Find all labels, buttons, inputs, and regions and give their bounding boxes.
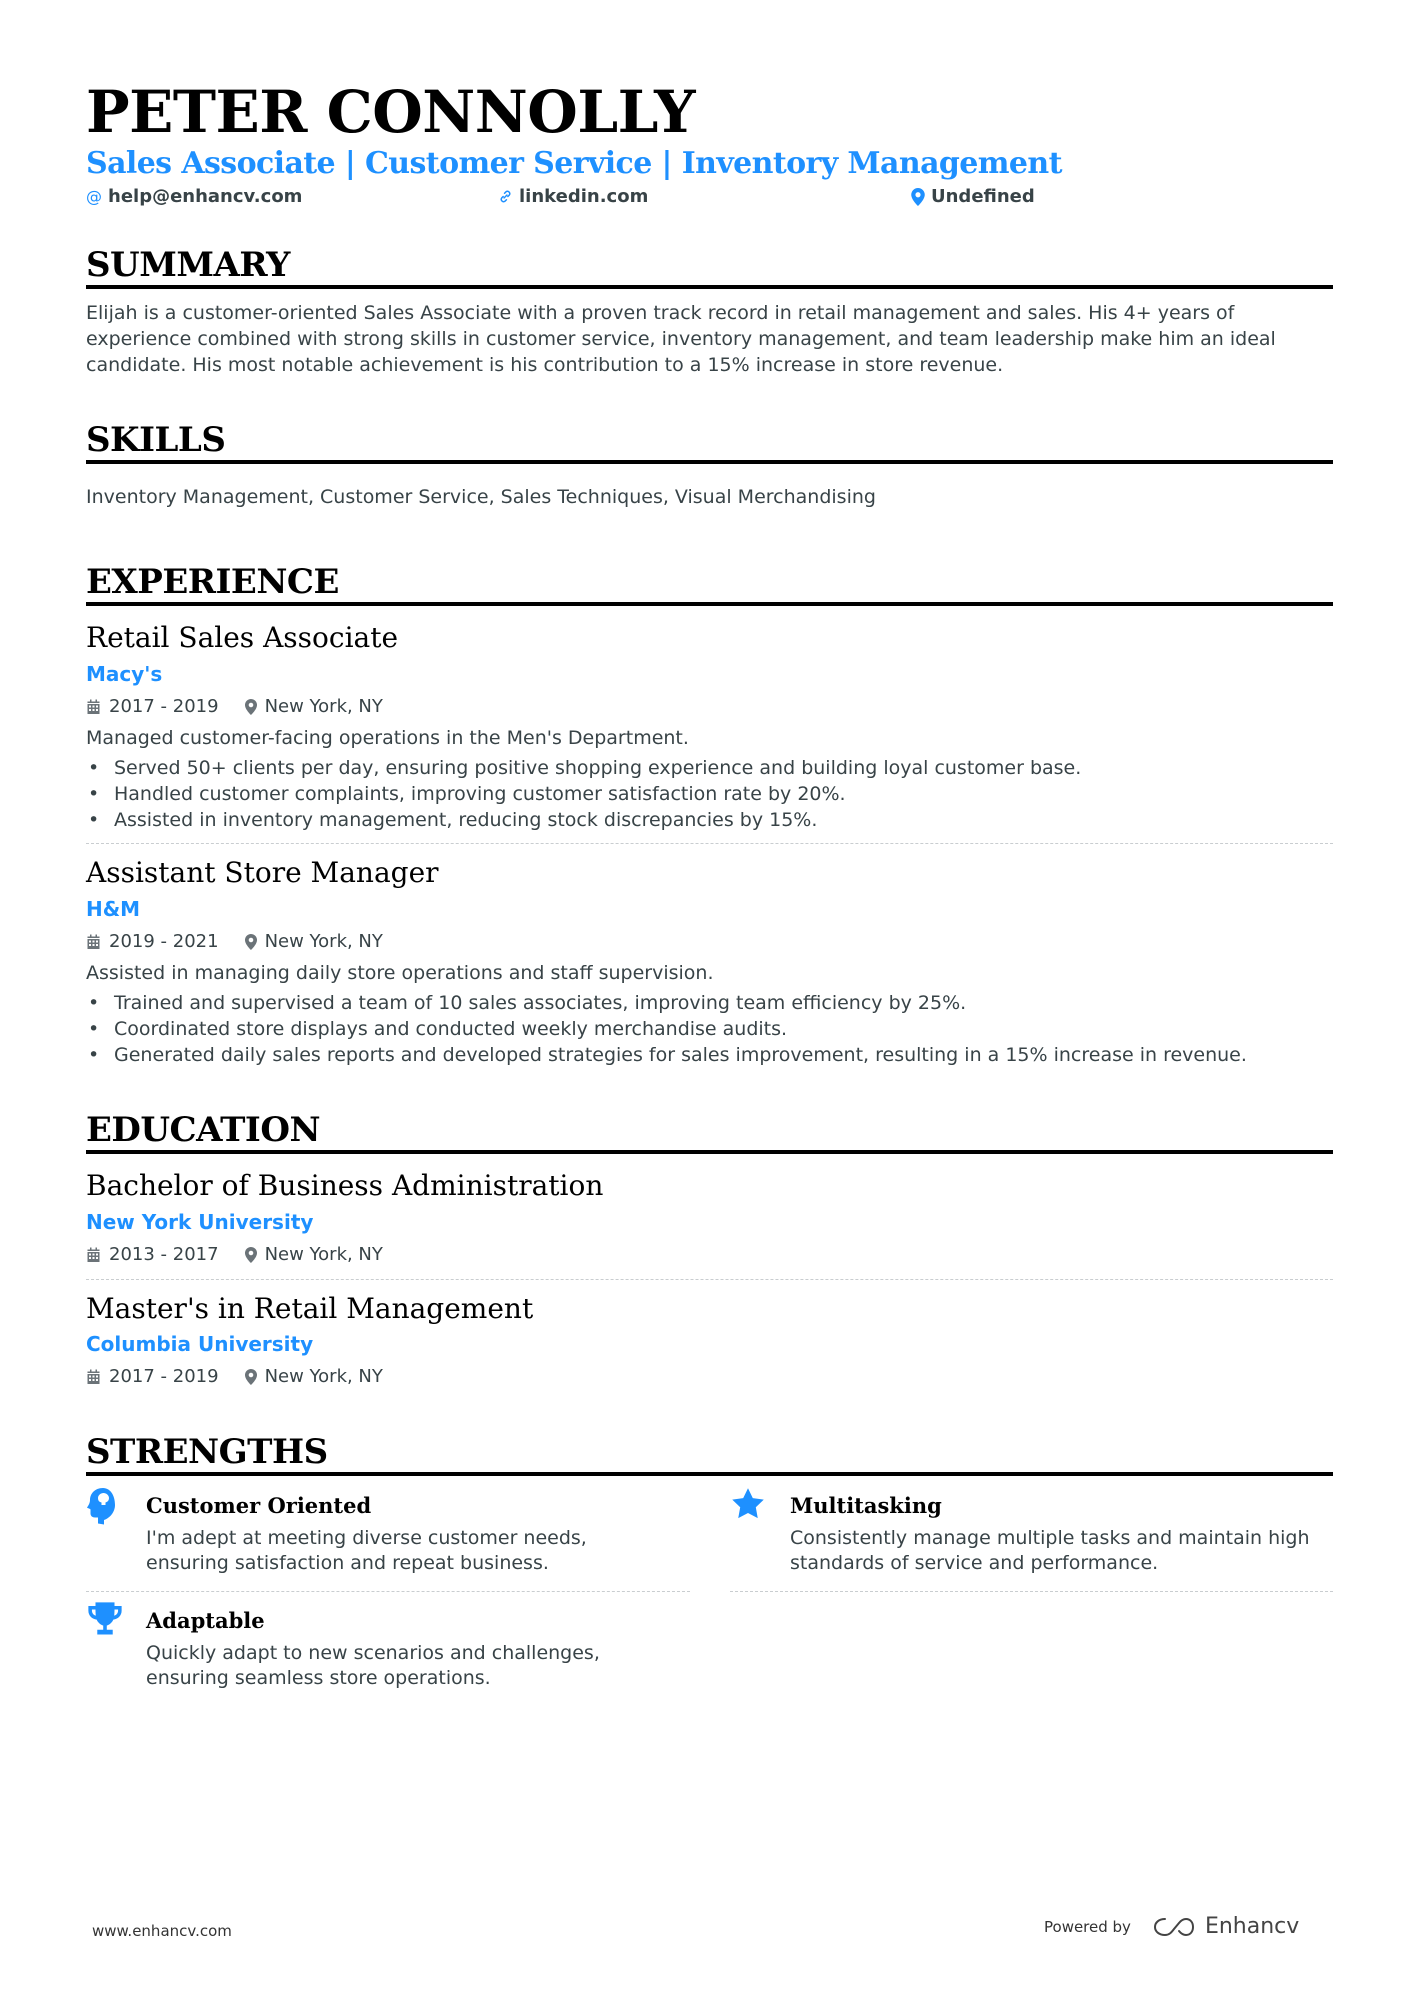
education-meta: [86, 1242, 409, 1268]
strengths-divider: [86, 1472, 1333, 1476]
contact-email[interactable]: [86, 186, 302, 207]
summary-text: [86, 300, 1333, 378]
contact-location-label: Undefined: [931, 186, 1035, 207]
education-location: New York, NY: [245, 1364, 383, 1390]
at-icon: @: [86, 187, 102, 206]
bullet-item: • Generated daily sales reports and developed strategies for sales improvement, resulting in a 15% increase in revenue.: [88, 1044, 1247, 1066]
summary-heading: SUMMARY: [86, 245, 290, 285]
location-pin-icon: [245, 699, 257, 715]
education-location: New York, NY: [245, 1242, 383, 1268]
strength-description: Quickly adapt to new scenarios and challenges, ensuring seamless store operations.: [146, 1642, 600, 1689]
strength-title: Customer Oriented: [146, 1493, 372, 1518]
footer-powered-by: [1044, 1914, 1299, 1939]
degree-title: Bachelor of Business Administration: [86, 1169, 604, 1202]
contact-linkedin-label: linkedin.com: [519, 186, 649, 207]
powered-by-label: Powered by: [1044, 1917, 1131, 1936]
candidate-headline: Sales Associate | Customer Service | Inventory Management: [86, 146, 1062, 181]
strength-title: Adaptable: [146, 1608, 265, 1633]
job-title: Assistant Store Manager: [86, 856, 439, 889]
experience-divider: [86, 602, 1333, 606]
bullet-item: • Assisted in inventory management, reducing stock discrepancies by 15%.: [88, 809, 818, 831]
contact-location: [911, 186, 1035, 207]
head-brain-icon: [86, 1486, 126, 1526]
school-name: Columbia University: [86, 1332, 314, 1356]
company-name: H&M: [86, 897, 141, 921]
location-pin-icon: [245, 934, 257, 950]
calendar-icon: [86, 699, 101, 715]
brand-name: Enhancv: [1204, 1914, 1300, 1939]
link-icon: [498, 189, 513, 204]
job-location: New York, NY: [245, 694, 383, 720]
job-location: New York, NY: [245, 929, 383, 955]
enhancv-logo[interactable]: [1153, 1914, 1299, 1939]
education-divider: [86, 1150, 1333, 1154]
strengths-heading: STRENGTHS: [86, 1432, 328, 1472]
contact-linkedin[interactable]: [498, 186, 648, 207]
calendar-icon: [86, 1247, 101, 1263]
trophy-icon: [86, 1601, 126, 1641]
bullet-item: • Trained and supervised a team of 10 sales associates, improving team efficiency by 25%.: [88, 992, 967, 1014]
strength-divider: [730, 1591, 1333, 1592]
strength-title: Multitasking: [790, 1493, 942, 1518]
job-title: Retail Sales Associate: [86, 621, 399, 654]
education-dates: 2013 - 2017: [86, 1242, 219, 1268]
skills-divider: [86, 460, 1333, 464]
entry-divider: [86, 843, 1333, 844]
location-pin-icon: [245, 1247, 257, 1263]
strength-description: Consistently manage multiple tasks and maintain high standards of service and performance.: [790, 1527, 1310, 1574]
summary-line: candidate. His most notable achievement is his contribution to a 15% increase in store revenue.: [86, 354, 1004, 376]
bullet-item: • Handled customer complaints, improving customer satisfaction rate by 20%.: [88, 783, 846, 805]
education-dates: 2017 - 2019: [86, 1364, 219, 1390]
skills-heading: SKILLS: [86, 420, 226, 460]
location-pin-icon: [245, 1369, 257, 1385]
candidate-name: PETER CONNOLLY: [86, 78, 696, 146]
education-meta: [86, 1364, 409, 1390]
calendar-icon: [86, 934, 101, 950]
contact-email-label: help@enhancv.com: [108, 186, 303, 207]
job-dates: 2019 - 2021: [86, 929, 219, 955]
skills-text: Inventory Management, Customer Service, Sales Techniques, Visual Merchandising: [86, 486, 876, 508]
school-name: New York University: [86, 1210, 314, 1234]
degree-title: Master's in Retail Management: [86, 1292, 534, 1325]
footer-website[interactable]: www.enhancv.com: [92, 1922, 232, 1940]
job-meta: [86, 929, 409, 955]
education-heading: EDUCATION: [86, 1110, 321, 1150]
strength-description: I'm adept at meeting diverse customer needs, ensuring satisfaction and repeat business.: [146, 1527, 587, 1574]
job-description: Assisted in managing daily store operations and staff supervision.: [86, 962, 714, 984]
strength-divider: [86, 1591, 690, 1592]
location-pin-icon: [911, 188, 925, 206]
contact-bar: [86, 186, 1333, 210]
summary-line: Elijah is a customer-oriented Sales Associate with a proven track record in retail management and sales. His 4+ years of: [86, 302, 1235, 324]
bullet-item: • Coordinated store displays and conducted weekly merchandise audits.: [88, 1018, 788, 1040]
summary-line: experience combined with strong skills in customer service, inventory management, and team leadership make him an ideal: [86, 328, 1276, 350]
entry-divider: [86, 1279, 1333, 1280]
enhancv-logo-icon: [1153, 1916, 1197, 1938]
company-name: Macy's: [86, 662, 163, 686]
job-bullets: [86, 755, 1333, 833]
job-description: Managed customer-facing operations in the Men's Department.: [86, 727, 689, 749]
calendar-icon: [86, 1369, 101, 1385]
job-dates: 2017 - 2019: [86, 694, 219, 720]
summary-divider: [86, 285, 1333, 289]
bullet-item: • Served 50+ clients per day, ensuring positive shopping experience and building loyal customer base.: [88, 757, 1082, 779]
job-meta: [86, 694, 409, 720]
experience-heading: EXPERIENCE: [86, 562, 339, 602]
job-bullets: [86, 990, 1333, 1068]
star-icon: [730, 1486, 770, 1526]
